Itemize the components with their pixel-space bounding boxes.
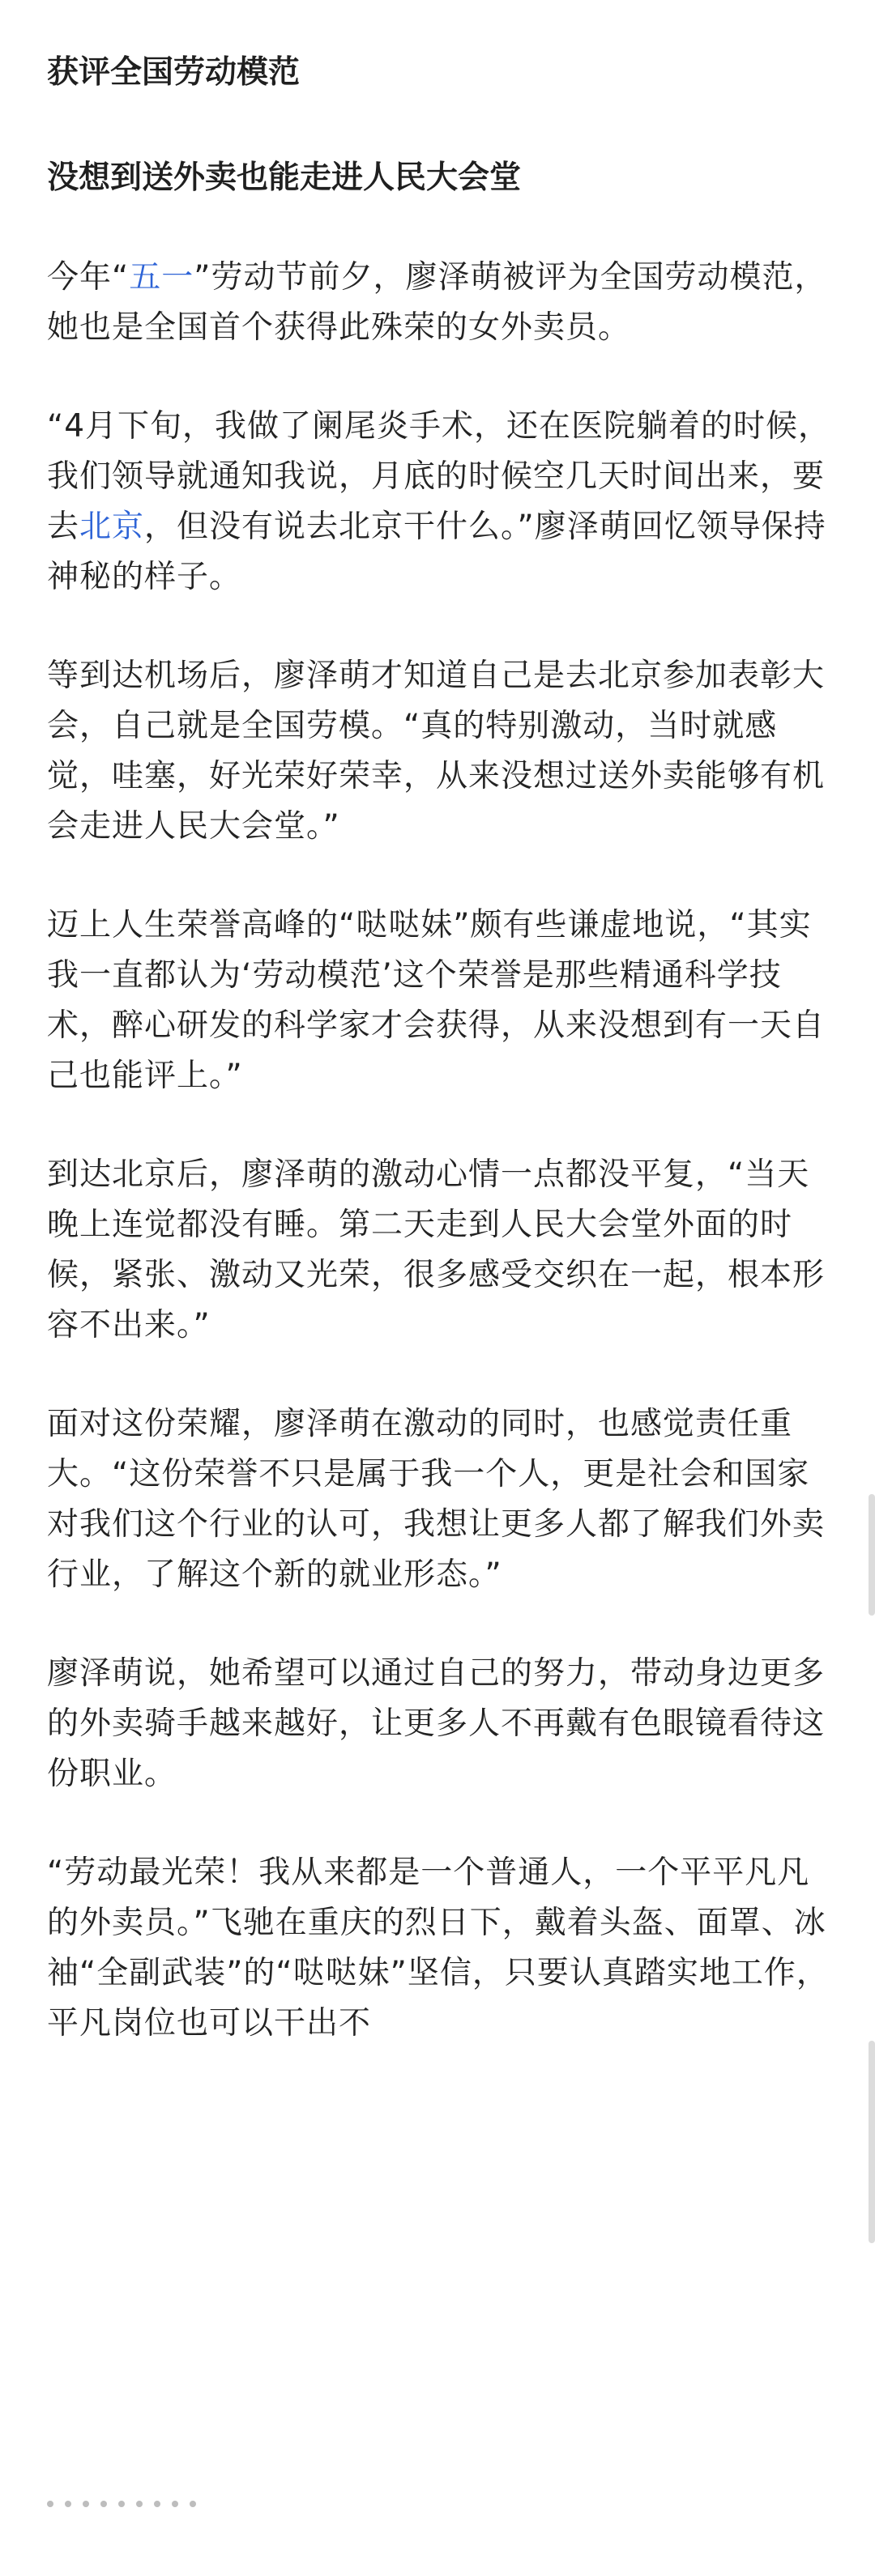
more-indicator bbox=[47, 2495, 258, 2527]
dot-icon bbox=[190, 2501, 196, 2507]
dot-icon bbox=[136, 2501, 143, 2507]
dot-icon bbox=[47, 2501, 53, 2507]
scroll-indicator[interactable] bbox=[869, 1494, 875, 1616]
dot-icon bbox=[83, 2501, 89, 2507]
scroll-indicator[interactable] bbox=[869, 2041, 875, 2243]
paragraph-8: “劳动最光荣！我从来都是一个普通人，一个平平凡凡的外卖员。”飞驰在重庆的烈日下，戴着头盔、面罩、冰袖“全副武装”的“哒哒妹”坚信，只要认真踏实地工作，平凡岗位也可以干出不 bbox=[47, 1854, 829, 2042]
paragraph-2-text-a: “4月下旬，我做了阑尾炎手术，还在医院躺着的时候，我们领导就通知我说，月底的时候空几天时间出来，要去 bbox=[47, 408, 831, 545]
article bbox=[47, 49, 837, 2097]
link-wuyi[interactable]: 五一 bbox=[129, 259, 194, 296]
paragraph-2 bbox=[47, 402, 837, 602]
paragraph-6: 面对这份荣耀，廖泽萌在激动的同时，也感觉责任重大。“这份荣誉不只是属于我一个人，更是社会和国家对我们这个行业的认可，我想让更多人都了解我们外卖行业，了解这个新的就业形态。” bbox=[47, 1406, 826, 1593]
dot-icon bbox=[172, 2501, 178, 2507]
paragraph-1-text-a: 今年“ bbox=[47, 259, 130, 296]
article-heading: 获评全国劳动模范 bbox=[47, 54, 301, 91]
paragraph-5: 到达北京后，廖泽萌的激动心情一点都没平复，“当天晚上连觉都没有睡。第二天走到人民大会堂外面的时候，紧张、激动又光荣，很多感受交织在一起，根本形容不出来。” bbox=[47, 1156, 826, 1343]
article-subheading: 没想到送外卖也能走进人民大会堂 bbox=[47, 160, 522, 196]
dot-icon bbox=[100, 2501, 107, 2507]
dot-icon bbox=[154, 2501, 160, 2507]
paragraph-7: 廖泽萌说，她希望可以通过自己的努力，带动身边更多的外卖骑手越来越好，让更多人不再戴有色眼镜看待这份职业。 bbox=[47, 1655, 826, 1792]
paragraph-3: 等到达机场后，廖泽萌才知道自己是去北京参加表彰大会，自己就是全国劳模。“真的特别激动，当时就感觉，哇塞，好光荣好荣幸，从来没想过送外卖能够有机会走进人民大会堂。” bbox=[47, 658, 826, 845]
link-beijing[interactable]: 北京 bbox=[79, 509, 145, 545]
paragraph-1-text-b: ”劳动节前夕，廖泽萌被评为全国劳动模范，她也是全国首个获得此殊荣的女外卖员。 bbox=[47, 259, 827, 346]
dot-icon bbox=[65, 2501, 71, 2507]
paragraph-2-text-b: ，但没有说去北京干什么。”廖泽萌回忆领导保持神秘的样子。 bbox=[47, 509, 826, 595]
paragraph-1 bbox=[47, 253, 837, 353]
paragraph-4: 迈上人生荣誉高峰的“哒哒妹”颇有些谦虚地说，“其实我一直都认为‘劳动模范’这个荣誉是那些精通科学技术，醉心研发的科学家才会获得，从来没想到有一天自己也能评上。” bbox=[47, 907, 826, 1094]
dot-icon bbox=[118, 2501, 125, 2507]
